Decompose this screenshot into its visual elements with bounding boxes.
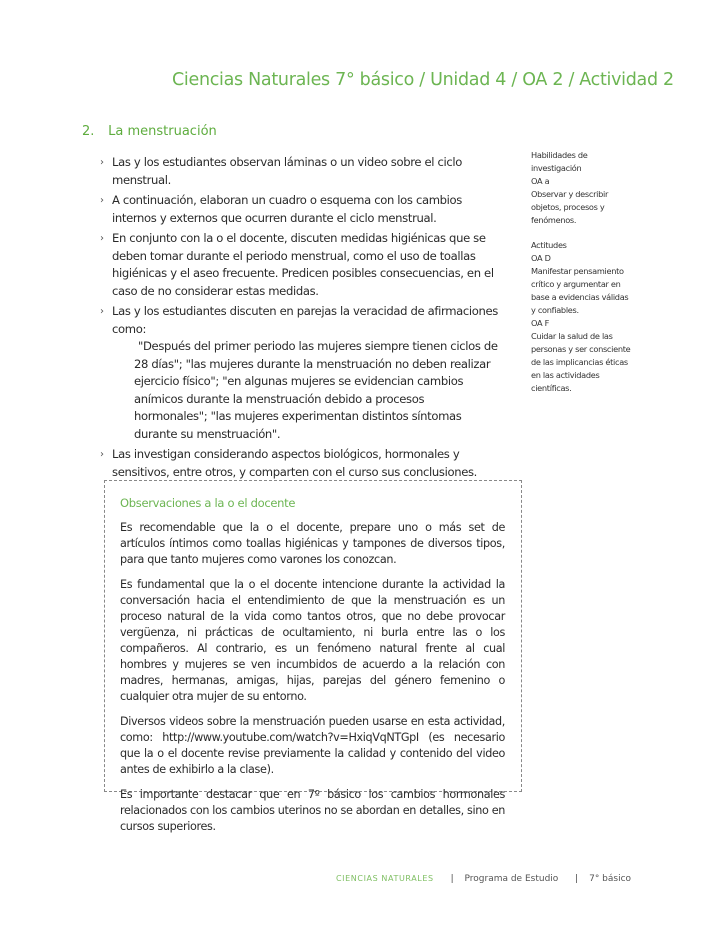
- footer-grade: 7° básico: [589, 874, 632, 884]
- observation-paragraph: Es fundamental que la o el docente intencione durante la actividad la conversación hacia el entendimiento de que la menstruación es un proceso natural de la vida como tantos otros, que no debe provocar vergüenza, ni prácticas de ocultamiento, ni burla entre las o los compañeros. Al contrario, es un fenómeno natural frente al cual hombres y mujeres se ven incumbidos de acuerdo a la relación con madres, hermanas, amigas, hijas, parejas del género femenino o cualquier otra mujer de su entorno.: [120, 578, 505, 703]
- skills-note: [531, 149, 635, 227]
- observation-paragraph: Es recomendable que la o el docente, prepare uno o más set de artículos íntimos como toallas higiénicas y tampones de diversos tipos, para que tanto mujeres como varones los conozcan.: [120, 521, 505, 566]
- section-heading: [82, 124, 217, 139]
- teacher-observations-box: [104, 480, 522, 833]
- footer-program: Programa de Estudio: [464, 874, 559, 884]
- footer-subject: CIENCIAS NATURALES: [336, 874, 434, 883]
- activity-text: Las investigan considerando aspectos biológicos, hormonales y sensitivos, entre otros, y comparten con el curso sus conclusiones.: [112, 447, 478, 479]
- chevron-right-icon: ›: [100, 449, 104, 460]
- list-item: [100, 446, 500, 481]
- activity-list: [100, 154, 500, 484]
- chevron-right-icon: ›: [100, 233, 104, 244]
- attitudes-heading: Actitudes: [531, 240, 567, 250]
- observations-title: Observaciones a la o el docente: [120, 496, 296, 510]
- attitude-text: Cuidar la salud de las personas y ser consciente de las implicancias éticas en las actividades científicas.: [531, 331, 631, 393]
- list-item: [100, 303, 500, 443]
- chevron-right-icon: ›: [100, 157, 104, 168]
- activity-text: A continuación, elaboran un cuadro o esquema con los cambios internos y externos que ocurren durante el ciclo menstrual.: [112, 193, 462, 225]
- footer-separator: |: [450, 874, 454, 884]
- skills-code: OA a: [531, 176, 550, 186]
- attitude-code: OA D: [531, 253, 551, 263]
- attitudes-note: [531, 239, 635, 395]
- attitude-code: OA F: [531, 318, 550, 328]
- skills-heading: Habilidades de investigación: [531, 150, 588, 173]
- activity-text: Las y los estudiantes discuten en parejas la veracidad de afirmaciones como:: [112, 304, 498, 336]
- side-notes: [531, 149, 635, 407]
- observation-paragraph: Diversos videos sobre la menstruación pueden usarse en esta actividad, como: http://www.youtube.com/watch?v=HxiqVqNTGpI (es necesario que la o el docente revise previamente la calidad y contenido del video antes de exhibirlo a la clase).: [120, 715, 505, 776]
- list-item: [100, 192, 500, 227]
- attitude-text: Manifestar pensamiento crítico y argumentar en base a evidencias válidas y confiables.: [531, 266, 629, 315]
- section-number: 2.: [82, 124, 95, 139]
- page-footer: [336, 874, 631, 884]
- activity-text: Las y los estudiantes observan láminas o un video sobre el ciclo menstrual.: [112, 155, 463, 187]
- list-item: [100, 154, 500, 189]
- section-title: La menstruación: [108, 124, 217, 139]
- list-item: [100, 230, 500, 300]
- activity-text: En conjunto con la o el docente, discuten medidas higiénicas que se deben tomar durante el periodo menstrual, como el uso de toallas higiénicas y el aseo frecuente. Predicen posibles consecuencias, en el caso de no considerar estas medidas.: [112, 231, 494, 298]
- observation-paragraph: Es importante destacar que en 7º básico los cambios hormonales relacionados con los cambios uterinos no se abordan en detalles, sino en cursos superiores.: [120, 788, 505, 833]
- footer-separator: |: [575, 874, 579, 884]
- skills-text: Observar y describir objetos, procesos y fenómenos.: [531, 189, 609, 225]
- activity-quote: "Después del primer periodo las mujeres siempre tienen ciclos de 28 días"; "las mujeres durante la menstruación no deben realizar ejercicio físico"; "en algunas mujeres se evidencian cambios anímicos durante la menstruación debido a procesos hormonales"; "las mujeres experimentan distintos síntomas durante su menstruación".: [134, 339, 498, 441]
- page-title: Ciencias Naturales 7° básico / Unidad 4 / OA 2 / Actividad 2: [172, 70, 674, 90]
- chevron-right-icon: ›: [100, 195, 104, 206]
- chevron-right-icon: ›: [100, 306, 104, 317]
